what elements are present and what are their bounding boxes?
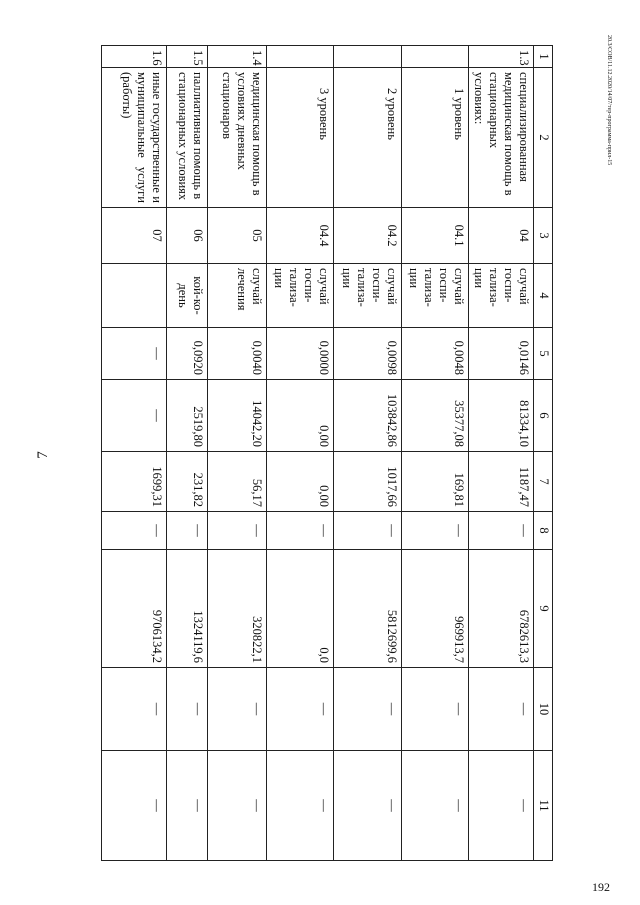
per-capita-cell: 1187,47 — [469, 452, 534, 512]
cell-col8: — — [267, 512, 334, 550]
volume-cell: 0,0040 — [208, 328, 267, 380]
cell-col8: — — [469, 512, 534, 550]
cell-col10: — — [402, 668, 469, 751]
table-row — [208, 46, 267, 861]
cost-cell: 14042,20 — [208, 380, 267, 452]
cell-col11: — — [402, 751, 469, 861]
cost-cell: 35377,08 — [402, 380, 469, 452]
column-header: 11 — [534, 751, 553, 861]
unit-cell — [102, 264, 167, 328]
document-identifier: 20.3/СОВ/11.12.2020/14/07/тер-программа-прил-15 — [606, 35, 612, 166]
cell-col10: — — [267, 668, 334, 751]
volume-cell: — — [102, 328, 167, 380]
total-cell: 6782613,3 — [469, 550, 534, 668]
line-code-cell: 04 — [469, 208, 534, 264]
cost-cell: — — [102, 380, 167, 452]
per-capita-cell: 0,00 — [267, 452, 334, 512]
cell-col11: — — [334, 751, 402, 861]
per-capita-cell: 1699,31 — [102, 452, 167, 512]
column-header: 7 — [534, 452, 553, 512]
column-header: 4 — [534, 264, 553, 328]
table-row — [334, 46, 402, 861]
volume-cell: 0,0098 — [334, 328, 402, 380]
per-capita-cell: 231,82 — [167, 452, 208, 512]
service-name-cell: иные государственные и муниципальные услуги (работы) — [102, 68, 167, 208]
column-header: 9 — [534, 550, 553, 668]
cell-col8: — — [334, 512, 402, 550]
table-row — [267, 46, 334, 861]
cell-col10: — — [102, 668, 167, 751]
unit-cell: случай госпи-тализа-ции — [334, 264, 402, 328]
row-number-cell — [334, 46, 402, 68]
service-name-cell: 1 уровень — [402, 68, 469, 208]
cell-col8: — — [167, 512, 208, 550]
cost-cell: 0,00 — [267, 380, 334, 452]
volume-cell: 0,0920 — [167, 328, 208, 380]
column-header: 1 — [534, 46, 553, 68]
unit-cell: кой-ко-день — [167, 264, 208, 328]
cell-col10: — — [167, 668, 208, 751]
table-row — [167, 46, 208, 861]
column-header: 8 — [534, 512, 553, 550]
line-code-cell: 07 — [102, 208, 167, 264]
column-header: 2 — [534, 68, 553, 208]
service-name-cell: специализированная медицинская помощь в стационарных условиях: — [469, 68, 534, 208]
column-header: 3 — [534, 208, 553, 264]
cell-col11: — — [469, 751, 534, 861]
line-code-cell: 05 — [208, 208, 267, 264]
row-number-cell — [402, 46, 469, 68]
service-name-cell: 2 уровень — [334, 68, 402, 208]
rotated-table-area — [98, 45, 553, 860]
cell-col8: — — [208, 512, 267, 550]
unit-cell: случай лечения — [208, 264, 267, 328]
cost-cell: 2519,80 — [167, 380, 208, 452]
unit-cell: случай госпи-тализа-ции — [267, 264, 334, 328]
cell-col10: — — [334, 668, 402, 751]
row-number-cell: 1.4 — [208, 46, 267, 68]
volume-cell: 0,0000 — [267, 328, 334, 380]
header-row — [534, 46, 553, 861]
cell-col8: — — [402, 512, 469, 550]
table-row — [102, 46, 167, 861]
cell-col11: — — [167, 751, 208, 861]
table-row — [469, 46, 534, 861]
table-container — [98, 45, 553, 860]
unit-cell: случай госпи-тализа-ции — [469, 264, 534, 328]
cell-col8: — — [102, 512, 167, 550]
cost-cell: 81334,10 — [469, 380, 534, 452]
total-cell: 9706134,2 — [102, 550, 167, 668]
row-number-cell — [267, 46, 334, 68]
sheet-number: 192 — [592, 880, 610, 894]
data-table — [101, 45, 553, 861]
total-cell: 1324119,6 — [167, 550, 208, 668]
column-header: 5 — [534, 328, 553, 380]
unit-cell: случай госпи-тализа-ции — [402, 264, 469, 328]
total-cell: 0,0 — [267, 550, 334, 668]
line-code-cell: 04.4 — [267, 208, 334, 264]
cell-col11: — — [208, 751, 267, 861]
total-cell: 320822,1 — [208, 550, 267, 668]
column-header: 6 — [534, 380, 553, 452]
cell-col10: — — [208, 668, 267, 751]
cost-cell: 103842,86 — [334, 380, 402, 452]
line-code-cell: 04.1 — [402, 208, 469, 264]
per-capita-cell: 169,81 — [402, 452, 469, 512]
page-number: 7 — [35, 451, 51, 459]
per-capita-cell: 56,17 — [208, 452, 267, 512]
row-number-cell: 1.5 — [167, 46, 208, 68]
line-code-cell: 04.2 — [334, 208, 402, 264]
service-name-cell: 3 уровень — [267, 68, 334, 208]
volume-cell: 0,0048 — [402, 328, 469, 380]
service-name-cell: паллиативная помощь в стационарных условиях — [167, 68, 208, 208]
per-capita-cell: 1017,66 — [334, 452, 402, 512]
volume-cell: 0,0146 — [469, 328, 534, 380]
total-cell: 969913,7 — [402, 550, 469, 668]
column-header: 10 — [534, 668, 553, 751]
line-code-cell: 06 — [167, 208, 208, 264]
service-name-cell: медицинская помощь в условиях дневных стационаров — [208, 68, 267, 208]
total-cell: 5812699,6 — [334, 550, 402, 668]
cell-col10: — — [469, 668, 534, 751]
table-row — [402, 46, 469, 861]
row-number-cell: 1.6 — [102, 46, 167, 68]
row-number-cell: 1.3 — [469, 46, 534, 68]
cell-col11: — — [102, 751, 167, 861]
cell-col11: — — [267, 751, 334, 861]
